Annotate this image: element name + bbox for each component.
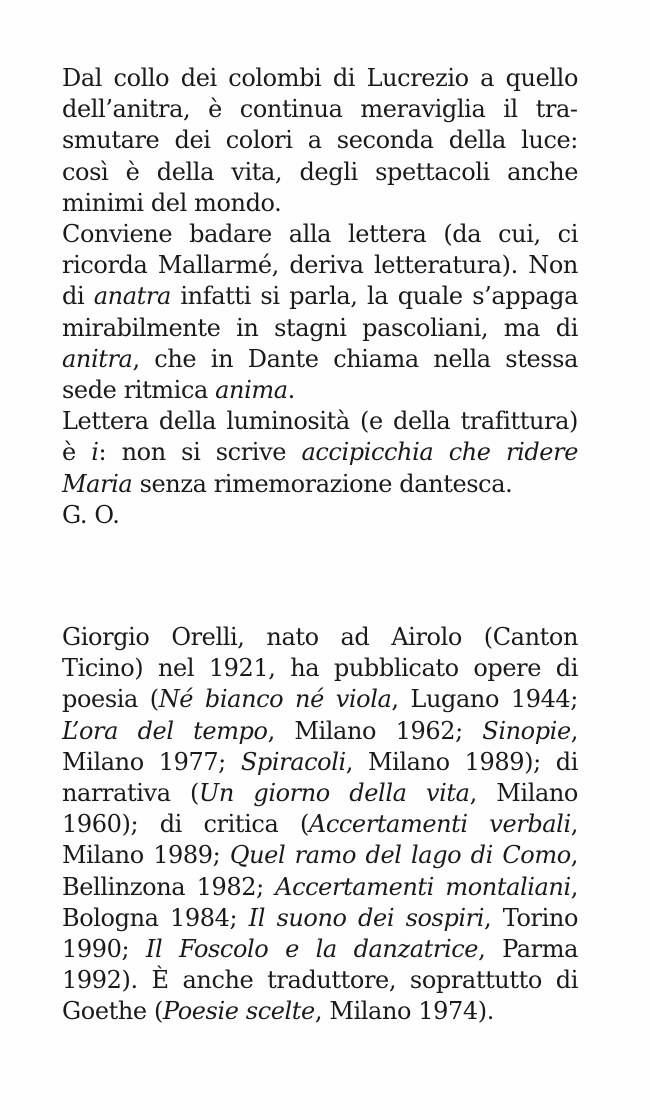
text-run: , che in Dante chiama nella stessa sede ritmica [62,344,578,405]
text-run: Lettera della luminosità (e della trafittura) è [62,407,578,467]
italic-title-run: accipicchia che ridere Maria [62,438,578,498]
italic-title-run: Il Foscolo e la danzatrice [145,935,479,964]
intro-paragraph-1 [62,63,578,219]
text-run: infatti si parla, la quale s’appaga mirabilmente in stagni pascoliani, ma di [62,282,578,342]
text-run: . [287,376,295,405]
text-run: , Parma 1992). È anche traduttore, soprattutto di Goethe ( [62,935,578,1026]
italic-title-run: Accertamenti verbali [308,810,571,839]
italic-title-run: anima [215,376,288,405]
italic-title-run: Sinopie [482,716,571,745]
italic-title-run: Quel ramo del lago di Como [229,841,571,870]
text-run: , Milano 1962; [267,716,483,745]
italic-title-run: Un giorno della vita [199,779,470,808]
text-run: , Lugano 1944; [391,685,578,714]
intro-note [62,63,578,531]
italic-title-run: i [91,438,99,467]
italic-title-run: anitra [62,344,133,373]
bio-paragraph [62,622,578,1028]
author-biography [62,622,578,1028]
text-run: , Milano 1977; [62,716,578,776]
author-signature: G. O. [62,500,120,529]
italic-title-run: Accertamenti montaliani [275,872,571,901]
intro-paragraph-2 [62,219,578,406]
text-run: , Bellinzona 1982; [62,841,578,901]
italic-title-run: Spiracoli [240,747,346,776]
text-run: Giorgio Orelli, nato ad Airolo (Canton Ticino) nel 1921, ha pubblicato opere di poesia ( [62,623,578,714]
italic-title-run: Poesie scelte [162,997,315,1026]
text-run: , Milano 1974). [314,997,494,1026]
text-run: , Milano 1989; [62,810,578,870]
text-run: , Milano 1960); di critica ( [62,779,578,839]
text-run: : non si scrive [98,438,302,467]
text-run: Dal collo dei colombi di Lucrezio a quello dell’anitra, è continua meraviglia il trasmutare dei colori a seconda della luce: così è della vita, degli spettacoli anche minimi del mondo. [62,64,578,217]
italic-title-run: anatra [93,282,171,311]
text-run: Conviene badare alla lettera (da cui, ci ricorda Mallarmé, deriva letteratura). Non di [62,220,578,311]
text-run: , Torino 1990; [62,903,578,964]
italic-title-run: L’ora del tempo [62,716,268,745]
intro-paragraph-3 [62,406,578,500]
text-run: senza rimemorazione dantesca. [132,469,513,498]
text-run: , Bologna 1984; [62,872,579,932]
italic-title-run: Né bianco né viola [158,685,392,714]
text-run: , Milano 1989); di narrativa ( [62,747,578,808]
italic-title-run: Il suono dei sospiri [248,903,485,932]
